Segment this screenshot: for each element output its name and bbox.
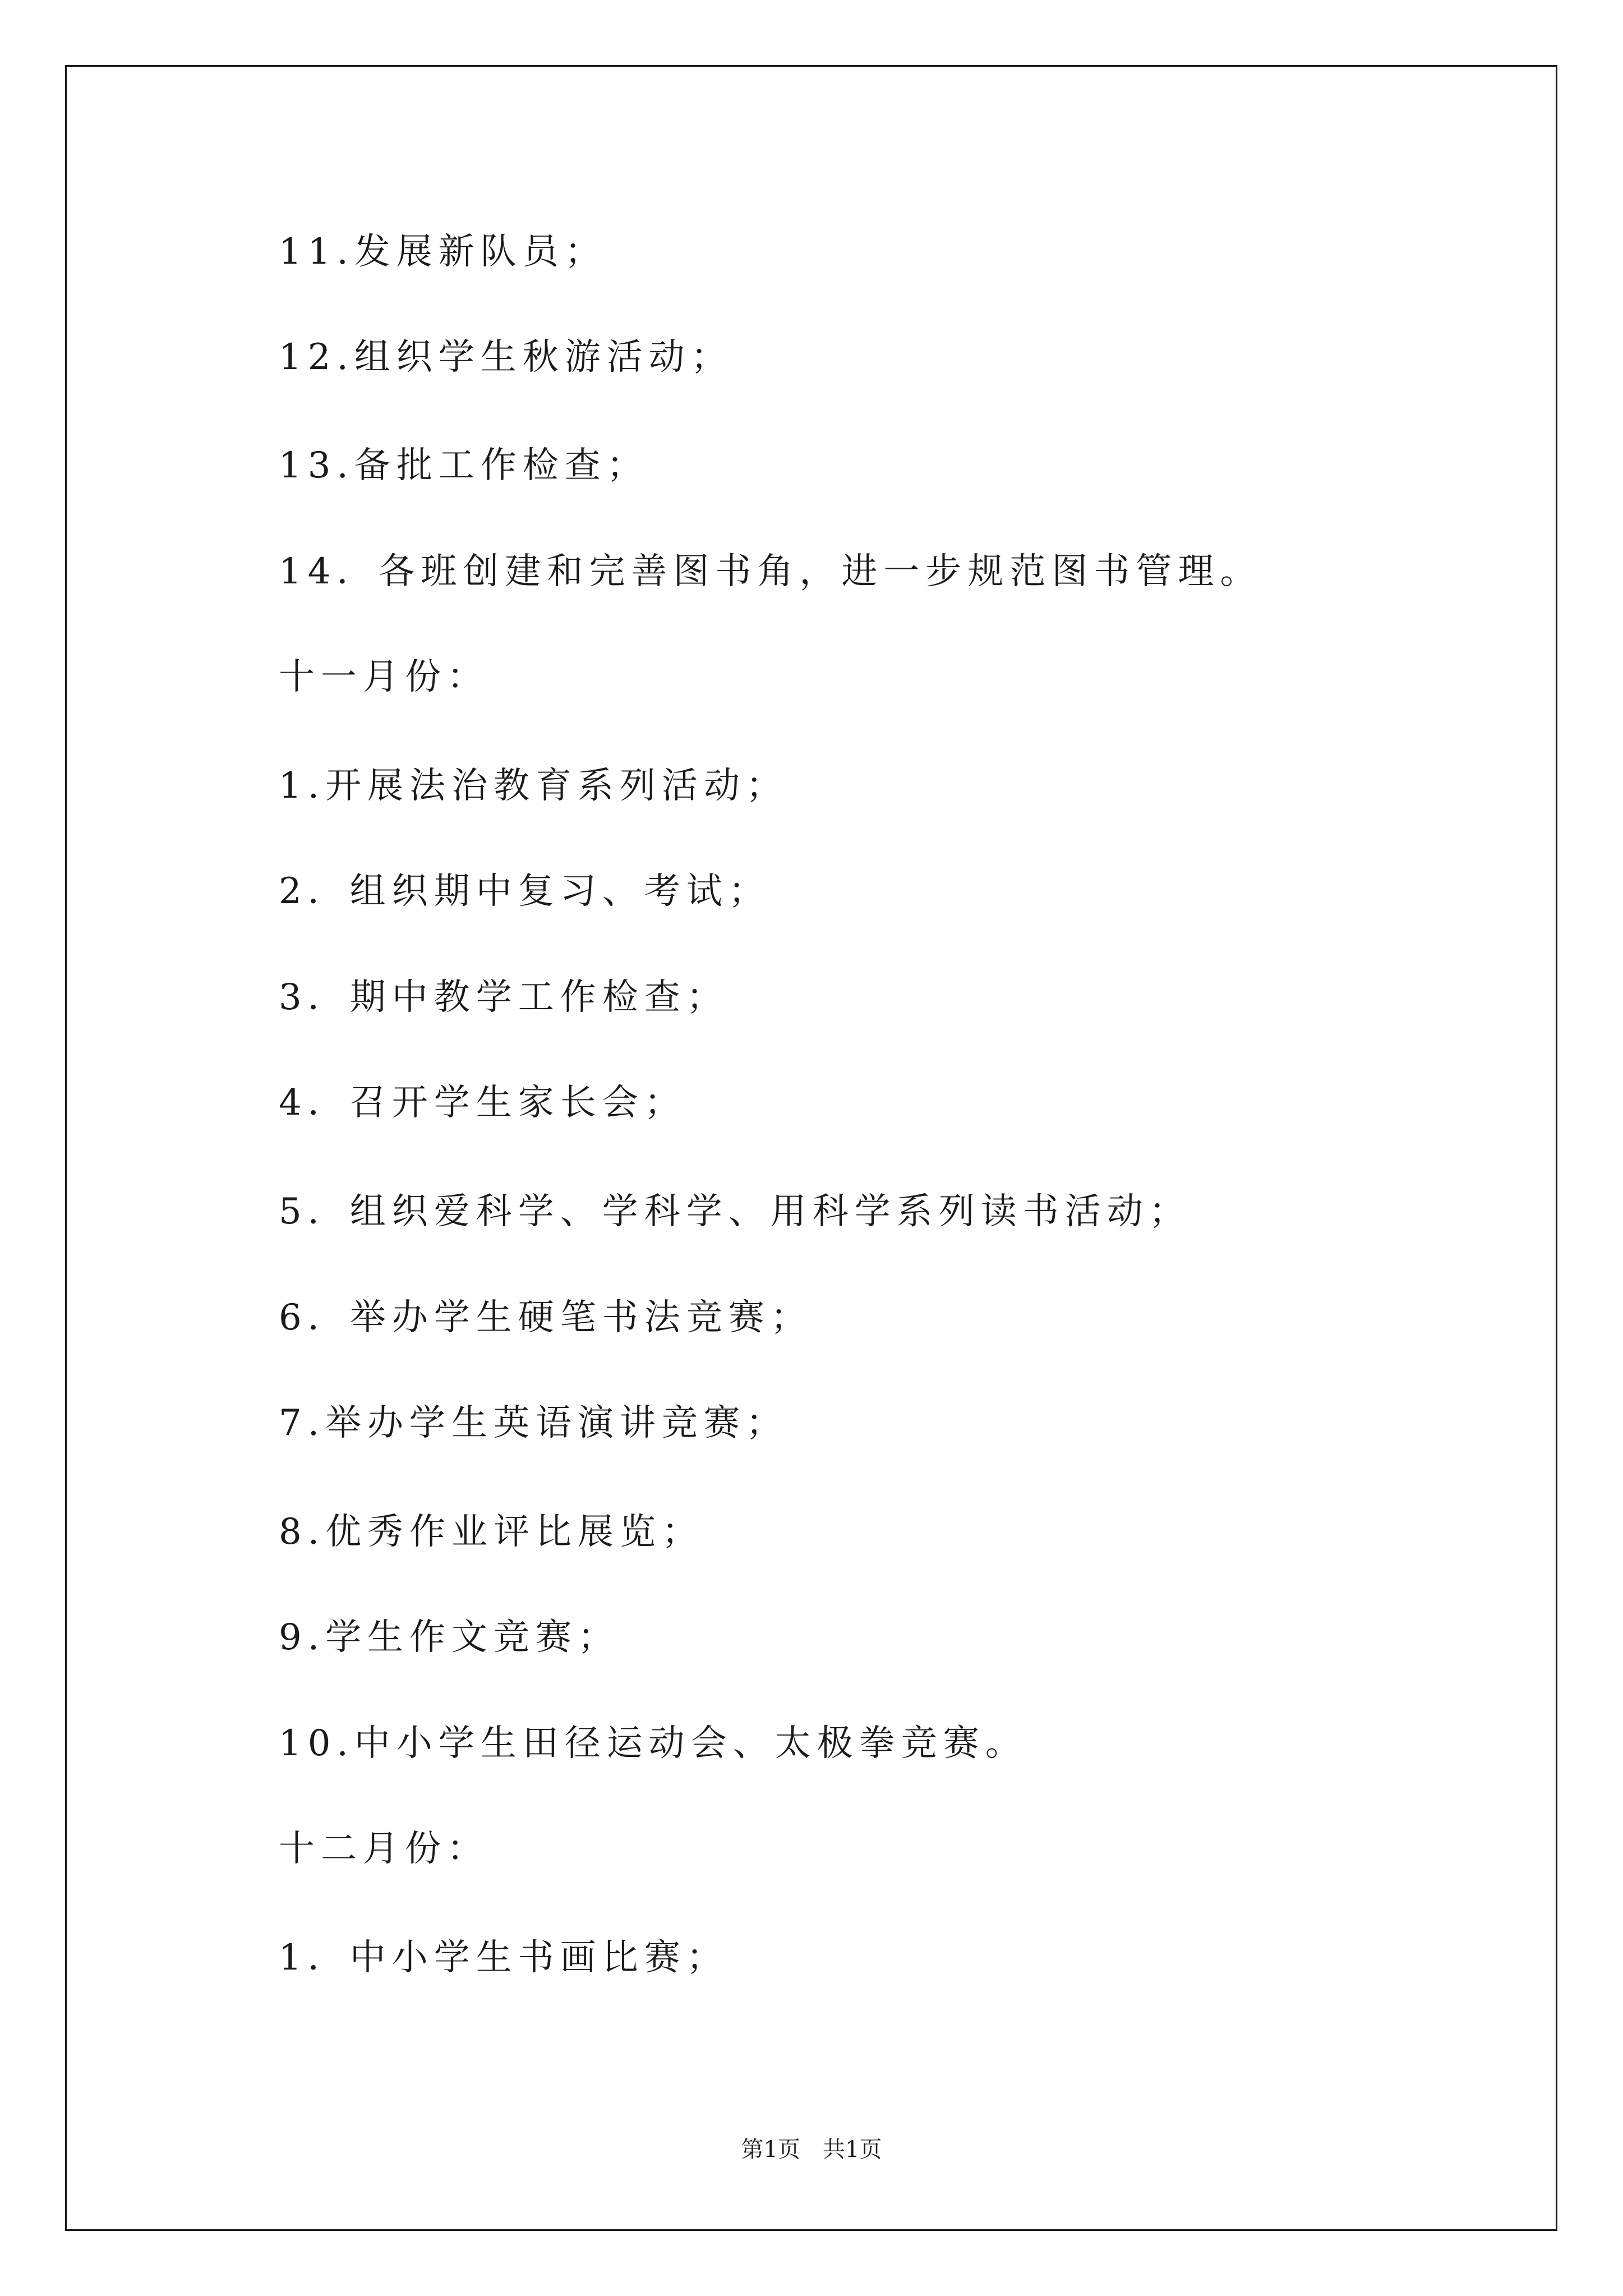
- list-item-nov-3: 3．期中教学工作检查；: [279, 977, 728, 1018]
- list-item-nov-2: 2．组织期中复习、考试；: [279, 871, 771, 912]
- page-border: [65, 65, 1557, 2231]
- list-item-oct-11: 11.发展新队员；: [279, 231, 607, 273]
- section-heading-december: 十二月份：: [279, 1828, 489, 1870]
- list-item-oct-13: 13.备批工作检查；: [279, 445, 649, 486]
- list-item-nov-4: 4．召开学生家长会；: [279, 1082, 686, 1124]
- list-item-nov-9: 9.学生作文竞赛；: [279, 1617, 620, 1658]
- list-item-nov-10: 10.中小学生田径运动会、太极拳竞赛。: [279, 1723, 1027, 1764]
- list-item-nov-8: 8.优秀作业评比展览；: [279, 1511, 704, 1553]
- list-item-nov-1: 1.开展法治教育系列活动；: [279, 765, 789, 807]
- section-heading-november: 十一月份：: [279, 656, 489, 698]
- page-number-footer: 第1页 共1页: [741, 2137, 882, 2162]
- list-item-dec-1: 1．中小学生书画比赛；: [279, 1937, 728, 1978]
- list-item-nov-7: 7.举办学生英语演讲竞赛；: [279, 1402, 789, 1444]
- list-item-nov-5: 5．组织爱科学、学科学、用科学系列读书活动；: [279, 1191, 1191, 1232]
- list-item-oct-14: 14．各班创建和完善图书角，进一步规范图书管理。: [279, 551, 1262, 592]
- list-item-oct-12: 12.组织学生秋游活动；: [279, 337, 733, 378]
- list-item-nov-6: 6．举办学生硬笔书法竞赛；: [279, 1297, 813, 1338]
